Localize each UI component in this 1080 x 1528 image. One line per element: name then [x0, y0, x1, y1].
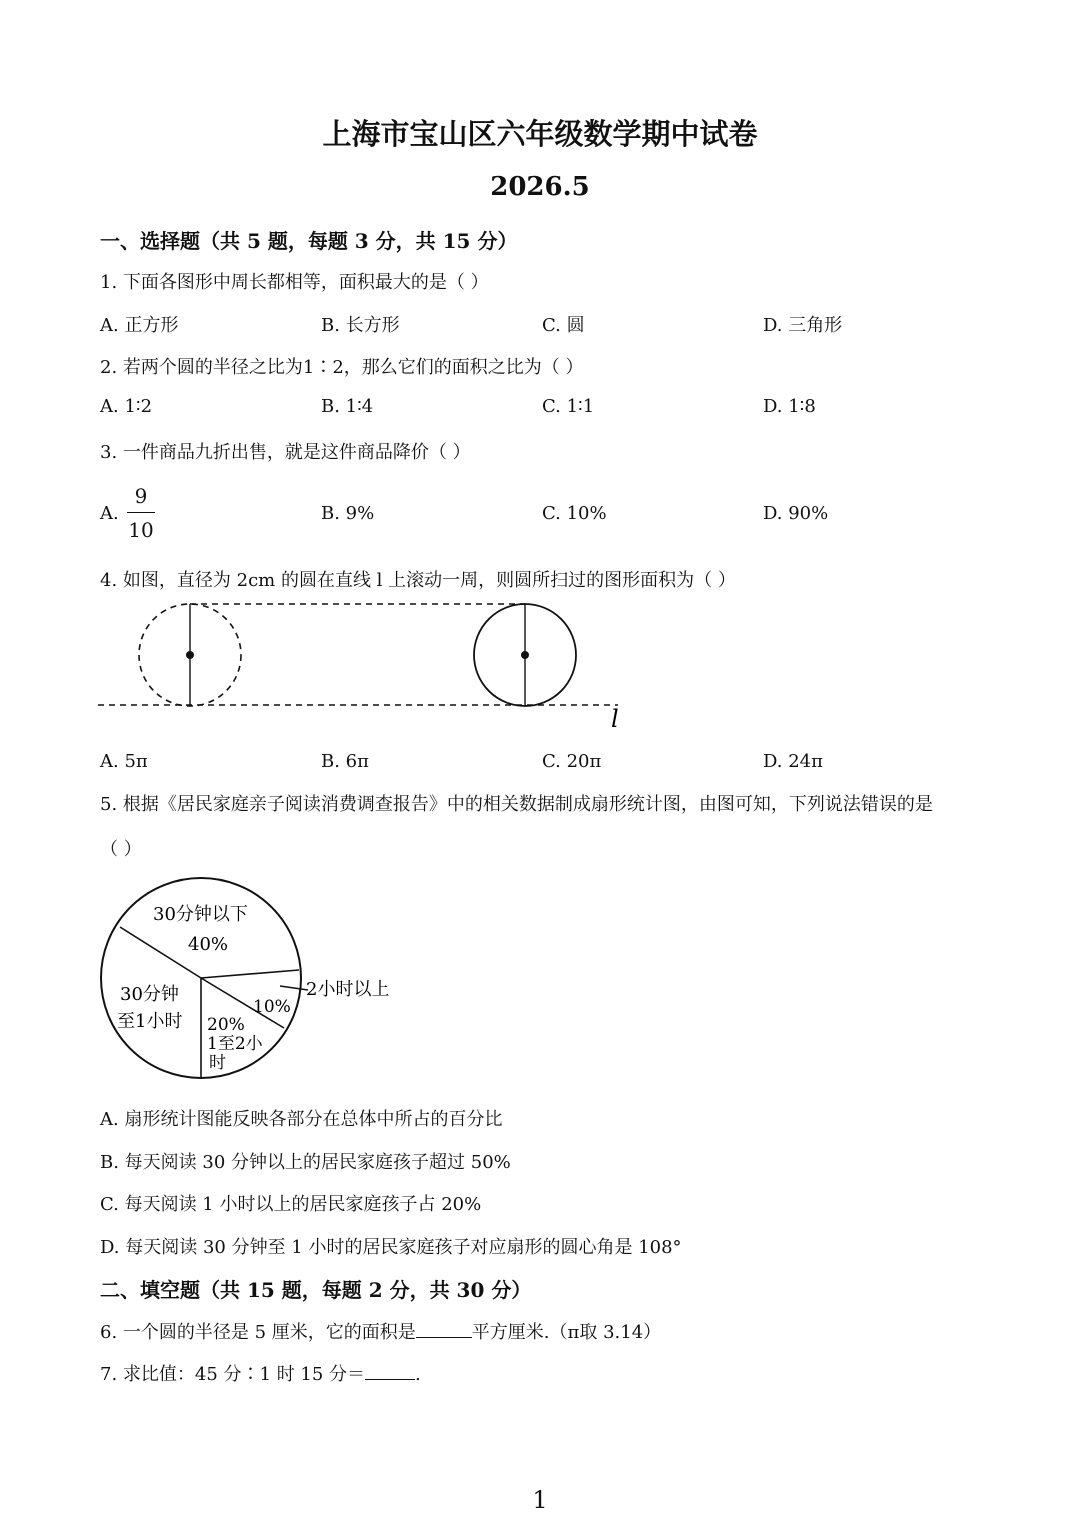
- q3-option-b: B. 9%: [321, 503, 375, 524]
- q1-option-a: A. 正方形: [100, 315, 179, 336]
- question-6-text: 6. 一个圆的半径是 5 厘米，它的面积是: [100, 1322, 416, 1343]
- fraction-numerator: 9: [134, 484, 148, 508]
- answer-blank: [365, 1379, 415, 1380]
- question-6-text-end: 平方厘米.（π取 3.14）: [471, 1322, 662, 1343]
- section-heading-choice: 一、选择题（共 5 题，每题 3 分，共 15 分）: [100, 229, 518, 253]
- page-title: 上海市宝山区六年级数学期中试卷: [322, 117, 758, 151]
- q3-option-a-label: A.: [100, 503, 119, 524]
- q2-option-b: B. 1∶4: [321, 396, 374, 417]
- q4-option-c: C. 20π: [542, 751, 602, 772]
- q5-option-d: D. 每天阅读 30 分钟至 1 小时的居民家庭孩子对应扇形的圆心角是 108°: [100, 1237, 682, 1258]
- pie-chart: [0, 870, 460, 1090]
- slice-pct-1-2h: 20%: [207, 1015, 245, 1035]
- question-3: 3. 一件商品九折出售，就是这件商品降价（ ）: [100, 442, 471, 463]
- exam-date: 2026.5: [490, 172, 590, 202]
- slice-label-under-30min: 30分钟以下: [153, 904, 248, 925]
- start-circle-center: [186, 651, 194, 659]
- slice-label-1-2h-line2: 时: [209, 1053, 226, 1073]
- slice-label-30min-1h-line2: 至1小时: [117, 1011, 183, 1032]
- answer-blank: [416, 1337, 472, 1338]
- slice-label-30min-1h-line1: 30分钟: [120, 984, 179, 1005]
- question-5: 5. 根据《居民家庭亲子阅读消费调查报告》中的相关数据制成扇形统计图，由图可知，下列说法错误的是: [100, 794, 933, 815]
- q3-option-d: D. 90%: [763, 503, 829, 524]
- question-1: 1. 下面各图形中周长都相等，面积最大的是（ ）: [100, 272, 489, 293]
- slice-label-over-2h: 2小时以上: [306, 979, 390, 1000]
- question-4: 4. 如图，直径为 2cm 的圆在直线 l 上滚动一周，则圆所扫过的图形面积为（ ）: [100, 570, 736, 591]
- question-5-paren: （ ）: [100, 839, 142, 860]
- q3-option-c: C. 10%: [542, 503, 607, 524]
- q2-option-c: C. 1∶1: [542, 396, 595, 417]
- fraction-bar: [127, 512, 155, 513]
- q1-option-d: D. 三角形: [763, 315, 843, 336]
- question-7: [100, 1360, 421, 1386]
- fraction-denominator: 10: [128, 518, 154, 542]
- q3-option-a-fraction: [127, 486, 155, 540]
- q2-option-d: D. 1∶8: [763, 396, 816, 417]
- q5-option-c: C. 每天阅读 1 小时以上的居民家庭孩子占 20%: [100, 1194, 482, 1215]
- q1-option-b: B. 长方形: [321, 315, 400, 336]
- end-circle-center: [521, 651, 529, 659]
- q5-option-a: A. 扇形统计图能反映各部分在总体中所占的百分比: [100, 1109, 503, 1130]
- slice-label-1-2h-line1: 1至2小: [207, 1034, 263, 1054]
- q5-option-b: B. 每天阅读 30 分钟以上的居民家庭孩子超过 50%: [100, 1152, 511, 1173]
- question-7-text: 7. 求比值：45 分∶1 时 15 分＝: [100, 1364, 366, 1385]
- q1-option-c: C. 圆: [542, 315, 585, 336]
- slice-pct-under-30min: 40%: [188, 934, 229, 955]
- slice-pct-over-2h: 10%: [253, 997, 291, 1017]
- question-7-text-end: .: [415, 1364, 421, 1385]
- q4-option-b: B. 6π: [321, 751, 369, 772]
- page-number: 1: [532, 1486, 548, 1514]
- question-2: 2. 若两个圆的半径之比为1∶2，那么它们的面积之比为（ ）: [100, 357, 584, 378]
- question-6: [100, 1318, 661, 1344]
- q2-option-a: A. 1∶2: [100, 396, 153, 417]
- line-l-label: l: [611, 705, 619, 733]
- q4-option-d: D. 24π: [763, 751, 823, 772]
- rolling-circle-diagram: [0, 590, 1080, 740]
- section-heading-fill: 二、填空题（共 15 题，每题 2 分，共 30 分）: [100, 1278, 532, 1302]
- q4-option-a: A. 5π: [100, 751, 148, 772]
